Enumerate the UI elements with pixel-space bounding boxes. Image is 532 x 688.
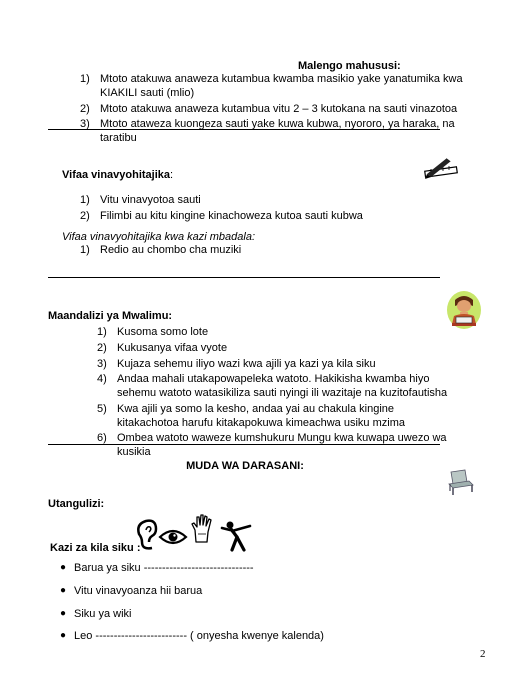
list-item: 2) Kukusanya vifaa vyote [97, 341, 228, 354]
ear-icon [136, 518, 158, 552]
list-item: 1) Kusoma somo lote [97, 326, 209, 338]
classroom-heading: MUDA WA DARASANI: [186, 460, 304, 472]
objectives-heading: Malengo mahususi: [298, 60, 401, 72]
body-stretch-icon [220, 520, 254, 552]
section-divider [48, 129, 440, 130]
pencil-ruler-icon [423, 156, 459, 180]
materials-list [80, 194, 460, 226]
preparation-list [97, 326, 457, 462]
list-item: ● Leo ------------------------- ( onyesha kwenye kalenda) [60, 630, 324, 643]
list-item: 2) Filimbi au kitu kingine kinachoweza kutoa sauti kubwa [80, 209, 363, 222]
section-divider [48, 444, 440, 445]
list-item: 3) Kujaza sehemu iliyo wazi kwa ajili ya kazi ya kila siku [97, 357, 376, 370]
list-item: 2) Mtoto atakuwa anaweza kutambua vitu 2 – 3 kutokana na sauti vinazotoa [80, 102, 458, 115]
list-item: 1) Redio au chombo cha muziki [80, 244, 242, 256]
materials-heading: Vifaa vinavyohitajika: [62, 169, 174, 181]
chair-icon [445, 468, 475, 496]
teacher-icon [446, 290, 482, 330]
list-item: 4) Andaa mahali utakapowapeleka watoto. Hakikisha kwamba hiyo sehemu watoto watasikiliza sauti nyingi ili wazitaje na kuzitofautisha [97, 373, 448, 399]
page-number: 2 [480, 648, 486, 660]
alt-materials-list [80, 244, 460, 260]
hand-icon [190, 512, 214, 544]
section-divider [48, 277, 440, 278]
list-item: 3) Mtoto ataweza kuongeza sauti yake kuwa kubwa, nyororo, ya haraka, na taratibu [80, 118, 455, 144]
list-item: 5) Kwa ajili ya somo la kesho, andaa yai au chakula kingine kitakachotoa harufu kitakapokuwa kimeachwa usiku mzima [97, 402, 405, 429]
daily-tasks-heading: Kazi za kila siku : [50, 542, 141, 554]
daily-tasks-list [48, 562, 448, 653]
alt-materials-heading: Vifaa vinavyohitajika kwa kazi mbadala: [62, 231, 256, 243]
list-item: 1) Mtoto atakuwa anaweza kutambua kwamba masikio yake yanatumika kwa KIAKILI sauti (mlio) [80, 73, 463, 99]
list-item: ● Vitu vinavyoanza hii barua [60, 584, 203, 597]
eye-icon [158, 527, 188, 547]
list-item: ● Barua ya siku ------------------------------ [60, 562, 254, 574]
objectives-list [80, 73, 490, 148]
list-item: ● Siku ya wiki [60, 607, 132, 620]
list-item: 6) Ombea watoto waweze kumshukuru Mungu kwa kuwapa uwezo wa kusikia [97, 432, 447, 458]
intro-heading: Utangulizi: [48, 498, 105, 510]
list-item: 1) Vitu vinavyotoa sauti [80, 194, 201, 206]
preparation-heading: Maandalizi ya Mwalimu: [48, 310, 173, 322]
